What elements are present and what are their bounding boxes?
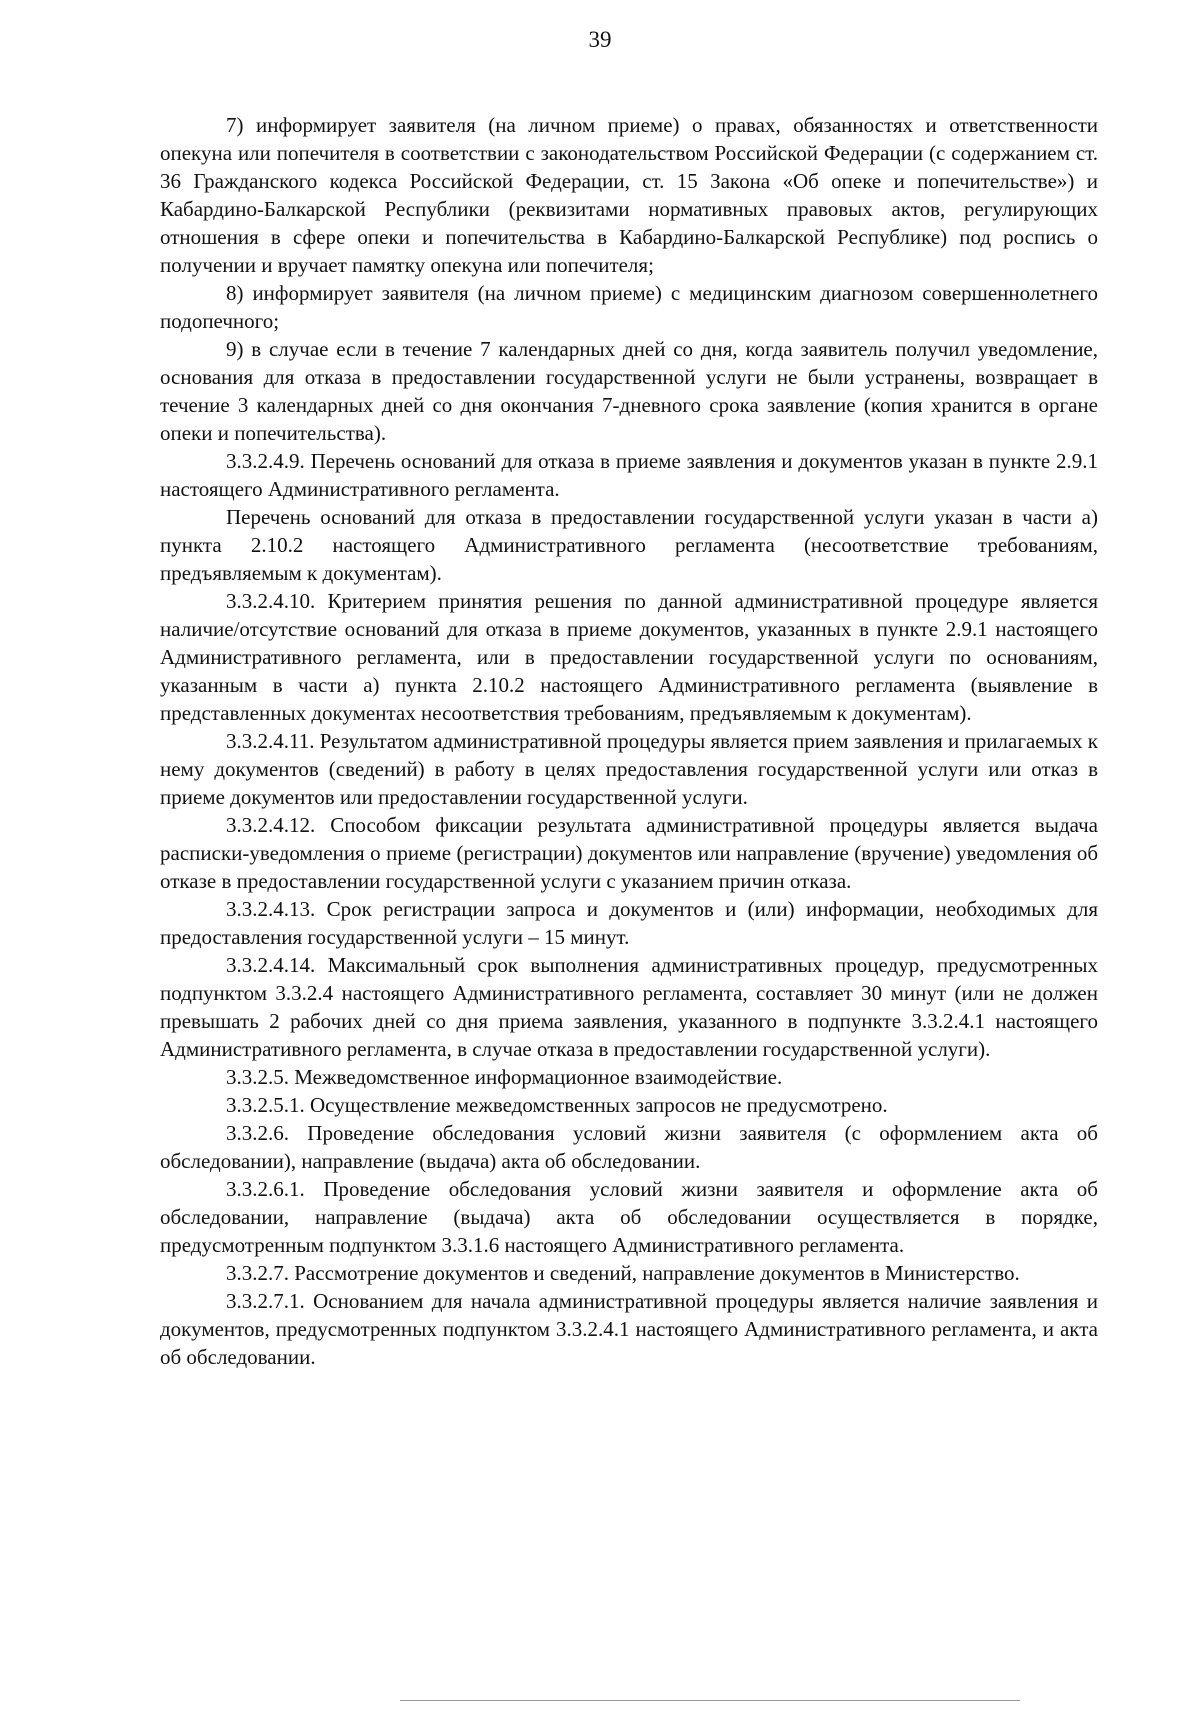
paragraph-3-3-2-4-11: 3.3.2.4.11. Результатом административной процедуры является прием заявления и прилагаемых к нему документов (сведений) в работу в целях предоставления государственной услуги или отказ в приеме документов или предоставлении государственной услуги.: [160, 729, 1098, 809]
paragraph-3-3-2-7: 3.3.2.7. Рассмотрение документов и сведений, направление документов в Министерство.: [226, 1261, 1020, 1285]
paragraph-item-8: 8) информирует заявителя (на личном приеме) с медицинским диагнозом совершеннолетнего подопечного;: [160, 281, 1098, 333]
paragraph-3-3-2-4-9: 3.3.2.4.9. Перечень оснований для отказа в приеме заявления и документов указан в пункте 2.9.1 настоящего Административного регламента.: [160, 449, 1098, 501]
paragraph-3-3-2-4-10: 3.3.2.4.10. Критерием принятия решения по данной административной процедуре является наличие/отсутствие оснований для отказа в приеме документов, указанных в пункте 2.9.1 настоящего Административного регламента, или в предоставлении государственной услуги по основаниям, указанным в части а) пункта 2.10.2 настоящего Административного регламента (выявление в представленных документах несоответствия требованиям, предъявляемым к документам).: [160, 589, 1098, 725]
paragraph-3-3-2-5-1: 3.3.2.5.1. Осуществление межведомственных запросов не предусмотрено.: [226, 1093, 888, 1117]
paragraph-item-9: 9) в случае если в течение 7 календарных дней со дня, когда заявитель получил уведомление, основания для отказа в предоставлении государственной услуги не были устранены, возвращает в течение 3 календарных дней со дня окончания 7-дневного срока заявление (копия хранится в органе опеки и попечительства).: [160, 337, 1098, 445]
paragraph-3-3-2-4-13: 3.3.2.4.13. Срок регистрации запроса и документов и (или) информации, необходимых для предоставления государственной услуги – 15 минут.: [160, 897, 1098, 949]
paragraph-3-3-2-4-14: 3.3.2.4.14. Максимальный срок выполнения административных процедур, предусмотренных подпунктом 3.3.2.4 настоящего Административного регламента, составляет 30 минут (или не должен превышать 2 рабочих дней со дня приема заявления, указанного в подпункте 3.3.2.4.1 настоящего Административного регламента, в случае отказа в предоставлении государственной услуги).: [160, 953, 1098, 1061]
paragraph-3-3-2-6-1: 3.3.2.6.1. Проведение обследования условий жизни заявителя и оформление акта об обследовании, направление (выдача) акта об обследовании осуществляется в порядке, предусмотренным подпунктом 3.3.1.6 настоящего Административного регламента.: [160, 1177, 1098, 1257]
page-number: 39: [588, 27, 612, 52]
footer-divider: [400, 1700, 1020, 1701]
paragraph-3-3-2-6: 3.3.2.6. Проведение обследования условий жизни заявителя (с оформлением акта об обследовании), направление (выдача) акта об обследовании.: [160, 1121, 1098, 1173]
document-body: [160, 111, 1098, 1371]
paragraph-3-3-2-5: 3.3.2.5. Межведомственное информационное взаимодействие.: [226, 1065, 783, 1089]
paragraph-refusal-grounds: Перечень оснований для отказа в предоставлении государственной услуги указан в части а) пункта 2.10.2 настоящего Административного регламента (несоответствие требованиям, предъявляемым к документам).: [160, 505, 1098, 585]
paragraph-3-3-2-4-12: 3.3.2.4.12. Способом фиксации результата административной процедуры является выдача расписки-уведомления о приеме (регистрации) документов или направление (вручение) уведомления об отказе в предоставлении государственной услуги с указанием причин отказа.: [160, 813, 1098, 893]
paragraph-3-3-2-7-1: 3.3.2.7.1. Основанием для начала административной процедуры является наличие заявления и документов, предусмотренных подпунктом 3.3.2.4.1 настоящего Административного регламента, и акта об обследовании.: [160, 1289, 1098, 1369]
paragraph-item-7: 7) информирует заявителя (на личном приеме) о правах, обязанностях и ответственности опекуна или попечителя в соответствии с законодательством Российской Федерации (с содержанием ст. 36 Гражданского кодекса Российской Федерации, ст. 15 Закона «Об опеке и попечительстве») и Кабардино-Балкарской Республики (реквизитами нормативных правовых актов, регулирующих отношения в сфере опеки и попечительства в Кабардино-Балкарской Республике) под роспись о получении и вручает памятку опекуна или попечителя;: [160, 113, 1098, 277]
